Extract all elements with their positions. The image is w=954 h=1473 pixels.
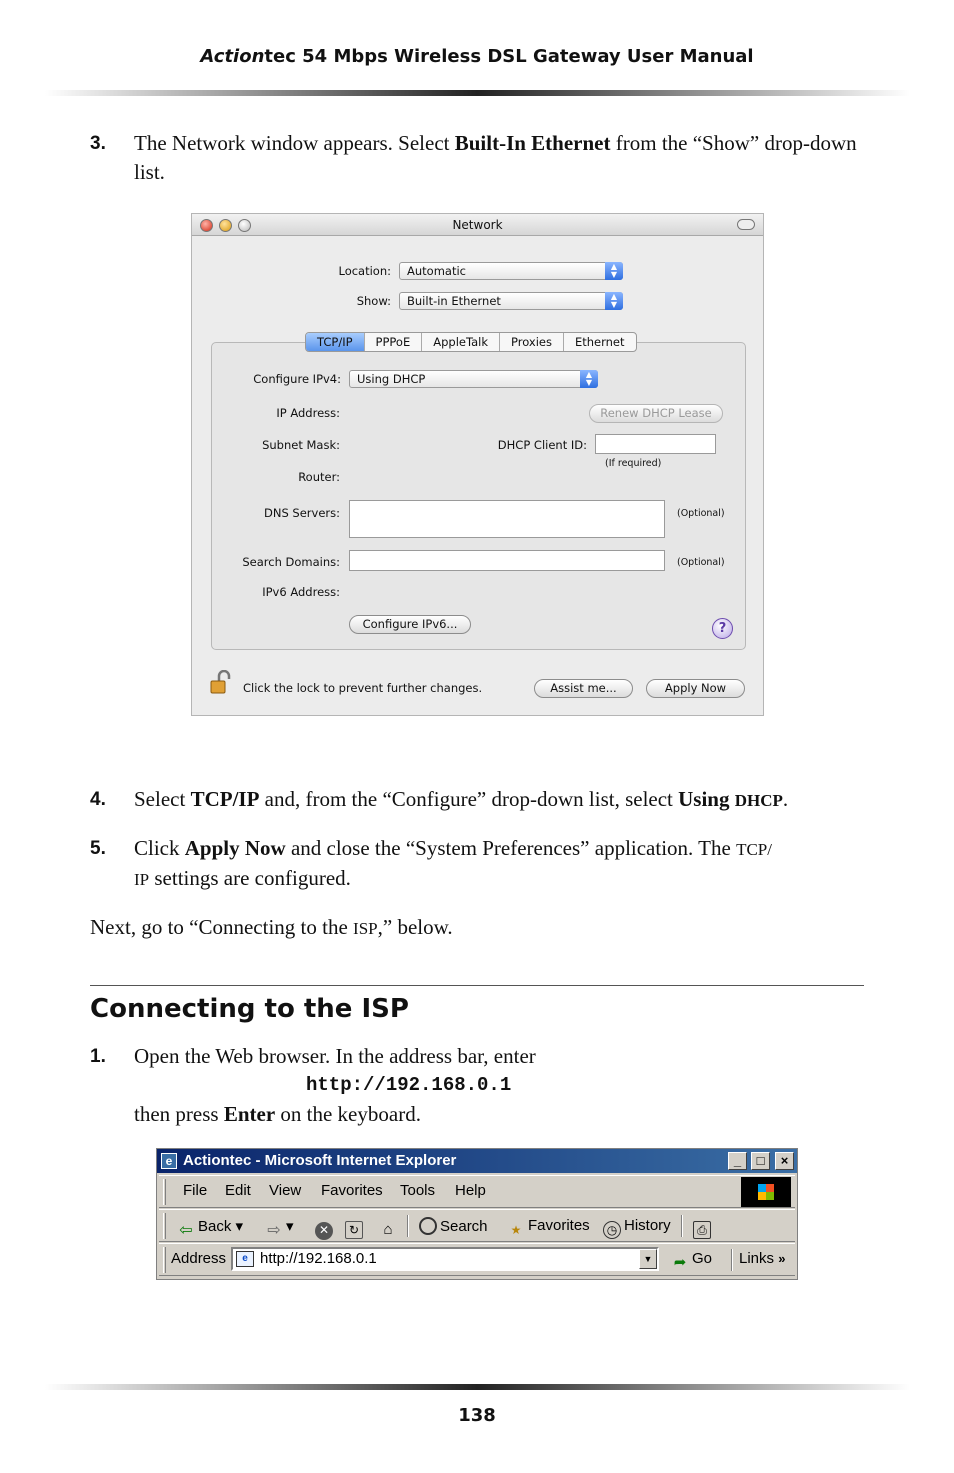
show-label: Show: [356, 294, 391, 308]
url-text: http://192.168.0.1 [306, 1074, 512, 1096]
address-label: Address [171, 1250, 227, 1267]
dns-servers-label: DNS Servers: [264, 506, 340, 520]
step-number: 1. [90, 1046, 106, 1067]
menu-file[interactable]: File [183, 1182, 208, 1199]
search-button[interactable]: Search [419, 1217, 488, 1235]
step-4 [90, 785, 870, 815]
dns-optional-hint: (Optional) [677, 508, 725, 519]
menu-bar [159, 1175, 795, 1208]
links-button[interactable]: Links » [739, 1250, 786, 1267]
maximize-button[interactable]: □ [751, 1152, 770, 1170]
menu-view[interactable]: View [269, 1182, 302, 1199]
search-domains-field[interactable] [349, 550, 665, 571]
go-button[interactable]: ➦ Go [671, 1250, 712, 1272]
step-5 [90, 834, 870, 894]
toolbar-separator [681, 1215, 683, 1237]
configure-ipv4-value: Using DHCP [357, 372, 426, 386]
popup-arrows-icon: ▲ ▼ [605, 292, 623, 310]
minimize-button[interactable]: _ [728, 1152, 747, 1170]
dhcp-client-id-field[interactable] [595, 434, 716, 454]
page-number: 138 [458, 1405, 496, 1426]
history-icon: ◷ [603, 1221, 621, 1239]
search-icon [419, 1217, 437, 1235]
ie-logo-icon: e [161, 1153, 177, 1169]
apply-now-button[interactable]: Apply Now [646, 679, 745, 698]
footer-rule [45, 1384, 910, 1390]
close-button[interactable]: × [775, 1152, 794, 1170]
stop-button[interactable] [315, 1217, 336, 1240]
toolbar-grip[interactable] [163, 1179, 166, 1205]
go-arrow-icon: ➦ [673, 1254, 687, 1271]
step-number: 3. [90, 133, 106, 154]
configure-ipv4-label: Configure IPv4: [253, 372, 341, 386]
history-button[interactable]: ◷ History [603, 1217, 671, 1239]
dhcp-client-id-label: DHCP Client ID: [497, 438, 587, 452]
network-window [191, 213, 764, 716]
next-paragraph: Next, go to “Connecting to the ISP,” below. [90, 915, 453, 939]
popup-arrows-icon: ▲ ▼ [605, 262, 623, 280]
step-number: 5. [90, 838, 106, 859]
assist-me-button[interactable]: Assist me... [534, 679, 633, 698]
standard-toolbar [159, 1209, 795, 1242]
help-button[interactable]: ? [712, 618, 733, 639]
step-text: Select TCP/IP and, from the “Configure” drop-down list, select Using DHCP. [134, 787, 789, 811]
menu-edit[interactable]: Edit [225, 1182, 251, 1199]
step-text: Open the Web browser. In the address bar, enter http://192.168.0.1 then press Enter on the keyboard. [134, 1042, 870, 1129]
ipv6-address-label: IPv6 Address: [262, 585, 340, 599]
address-value: http://192.168.0.1 [260, 1250, 377, 1267]
window-title: Network [452, 218, 503, 232]
toolbar-separator [407, 1215, 409, 1237]
renew-dhcp-lease-button[interactable]: Renew DHCP Lease [589, 404, 723, 423]
configure-ipv4-select[interactable] [349, 370, 598, 388]
tab-appletalk[interactable]: AppleTalk [422, 333, 500, 351]
tab-bar [305, 332, 637, 352]
show-select[interactable] [399, 292, 623, 310]
forward-arrow-icon: ⇨ [267, 1222, 281, 1239]
stop-icon: ✕ [315, 1222, 333, 1240]
step-text: The Network window appears. Select Built-In Ethernet from the “Show” drop-down list. [134, 131, 857, 184]
windows-logo-icon [741, 1177, 791, 1207]
toolbar-toggle-icon[interactable] [737, 219, 755, 230]
tab-pppoe[interactable]: PPPoE [365, 333, 423, 351]
favorites-icon: ★ [510, 1223, 522, 1237]
window-titlebar [192, 214, 763, 236]
home-icon: ⌂ [383, 1221, 393, 1238]
menu-help[interactable]: Help [455, 1182, 486, 1199]
tab-tcpip[interactable]: TCP/IP [306, 333, 365, 351]
step-number: 4. [90, 789, 106, 810]
tab-proxies[interactable]: Proxies [500, 333, 564, 351]
section-title: Connecting to the ISP [90, 994, 409, 1024]
header-rule [45, 90, 910, 96]
ie-window-title: Actiontec - Microsoft Internet Explorer [183, 1152, 457, 1169]
location-select[interactable] [399, 262, 623, 280]
lock-icon[interactable] [210, 670, 232, 694]
router-label: Router: [298, 470, 340, 484]
menu-tools[interactable]: Tools [400, 1182, 436, 1199]
address-input[interactable] [231, 1247, 659, 1271]
menu-favorites[interactable]: Favorites [321, 1182, 383, 1199]
show-value: Built-in Ethernet [407, 294, 501, 308]
search-optional-hint: (Optional) [677, 557, 725, 568]
header-title-text: tec 54 Mbps Wireless DSL Gateway User Manual [264, 46, 754, 67]
running-header [0, 46, 954, 67]
back-arrow-icon: ⇦ [179, 1222, 193, 1239]
print-icon: ⎙ [693, 1221, 711, 1239]
search-domains-label: Search Domains: [242, 555, 340, 569]
forward-button[interactable]: ⇨ ▾ [265, 1217, 294, 1240]
subnet-mask-label: Subnet Mask: [262, 438, 340, 452]
ie-titlebar [157, 1149, 797, 1173]
step-3 [90, 129, 870, 187]
address-dropdown-button[interactable]: ▼ [639, 1249, 657, 1269]
back-button[interactable]: ⇦ Back ▾ [177, 1217, 243, 1240]
favorites-button[interactable]: ★ Favorites [507, 1217, 590, 1240]
page-icon: e [236, 1251, 254, 1267]
location-label: Location: [338, 264, 391, 278]
step-text: Click Apply Now and close the “System Preferences” application. The TCP/ IP settings are configured. [134, 836, 772, 890]
configure-ipv6-button[interactable]: Configure IPv6... [349, 615, 471, 634]
brand-italic: Action [200, 46, 265, 67]
refresh-icon: ↻ [345, 1221, 363, 1239]
address-bar [159, 1243, 795, 1276]
settings-group [211, 342, 746, 650]
popup-arrows-icon: ▲ ▼ [580, 370, 598, 388]
location-value: Automatic [407, 264, 466, 278]
lock-text: Click the lock to prevent further changes. [243, 681, 483, 695]
toolbar-grip[interactable] [163, 1213, 166, 1239]
refresh-button[interactable] [345, 1217, 366, 1239]
ip-address-label: IP Address: [276, 406, 340, 420]
step-1 [90, 1042, 870, 1129]
toolbar-separator [731, 1249, 733, 1271]
dns-servers-field[interactable] [349, 500, 665, 538]
toolbar-grip[interactable] [163, 1247, 166, 1273]
tab-ethernet[interactable]: Ethernet [574, 335, 625, 349]
if-required-hint: (If required) [605, 458, 662, 469]
section-divider [90, 985, 864, 986]
home-button[interactable] [379, 1217, 400, 1239]
ie-window [156, 1148, 798, 1280]
print-button[interactable] [693, 1217, 714, 1239]
